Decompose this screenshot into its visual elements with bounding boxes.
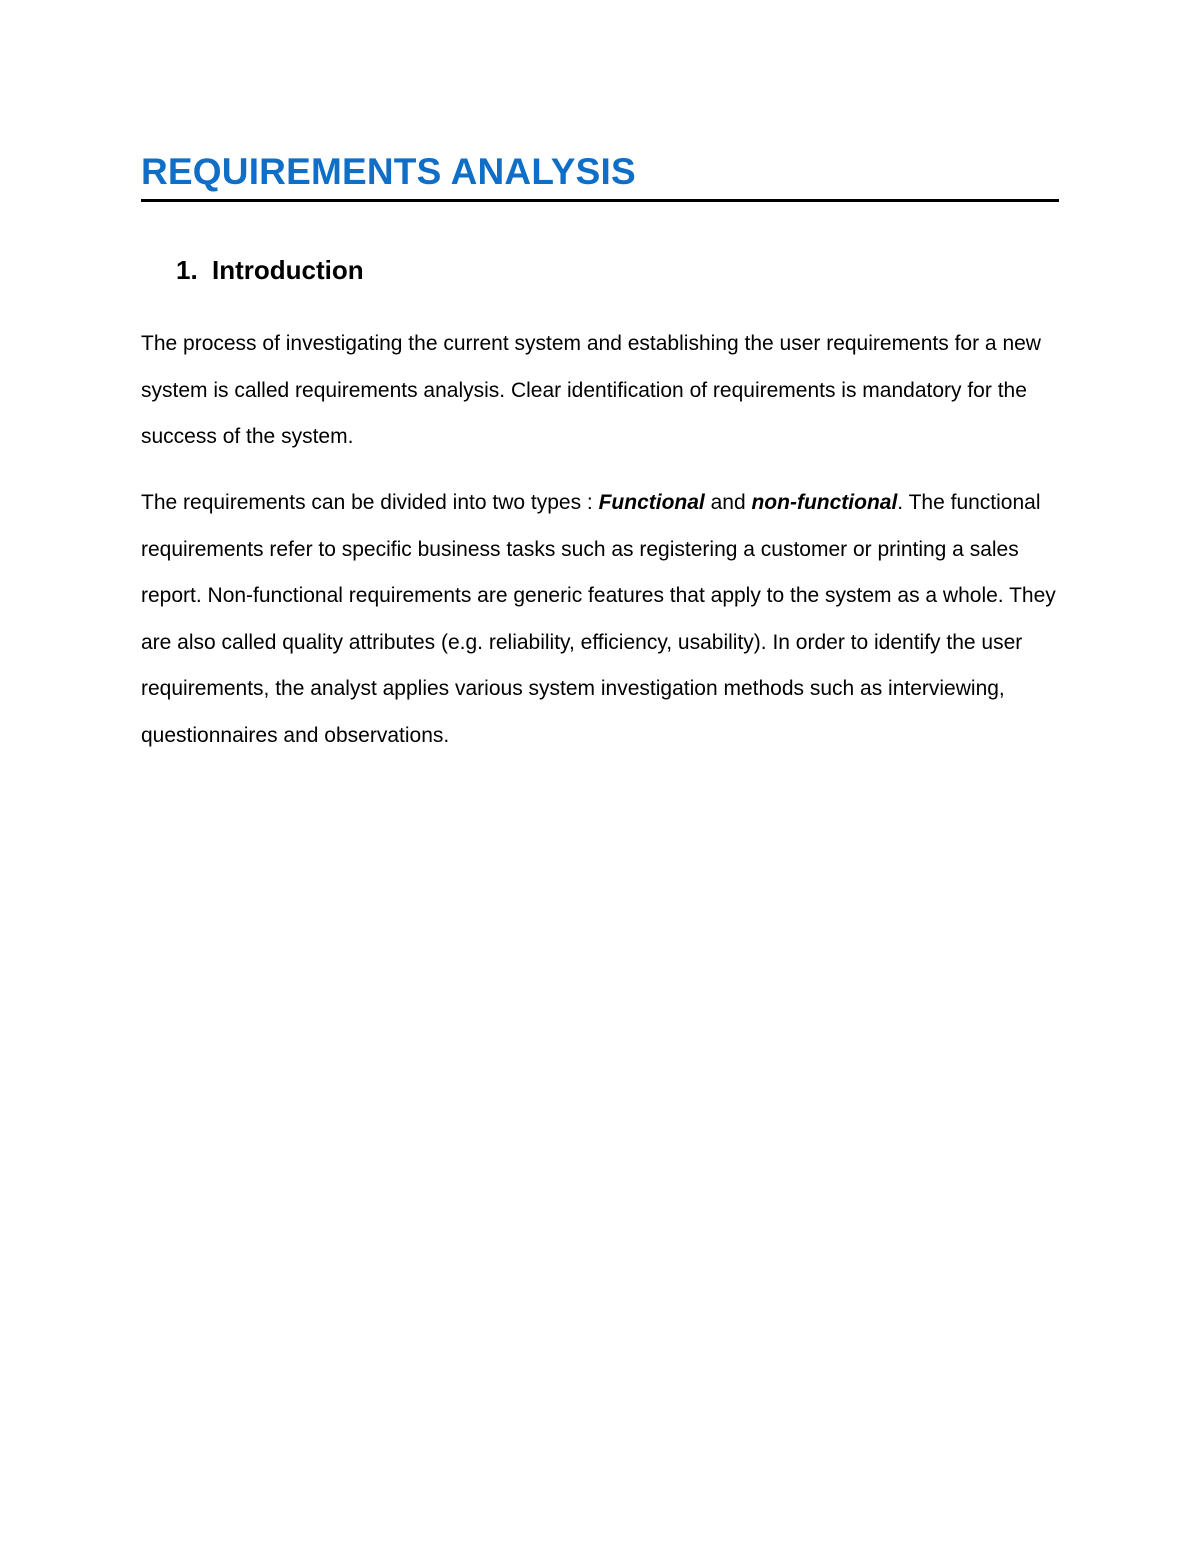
intro-paragraph-1: The process of investigating the current system and establishing the user requirements for a new system is called requirements analysis. Clear identification of requirements is mandatory for the success of the system. [141,332,1041,448]
section-heading-text: Introduction [212,255,364,285]
intro-paragraph-2 [141,480,1059,759]
functional-emphasis: Functional [598,491,705,514]
document-title: REQUIREMENTS ANALYSIS [141,151,636,192]
section-heading [176,252,364,288]
paragraph2-text-part3: . The functional requirements refer to specific business tasks such as registering a customer or printing a sales report. Non-functional requirements are generic features that apply to the system as a whole. They are also called quality attributes (e.g. reliability, efficiency, usability). In order to identify the user requirements, the analyst applies various system investigation methods such as interviewing, questionnaires and observations. [141,491,1056,747]
title-underline-divider [141,199,1059,202]
non-functional-emphasis: non-functional [751,491,898,514]
section-number: 1. [176,255,198,285]
paragraph2-text-part1: The requirements can be divided into two types : [141,491,599,514]
paragraph2-text-part2: and [704,491,752,514]
